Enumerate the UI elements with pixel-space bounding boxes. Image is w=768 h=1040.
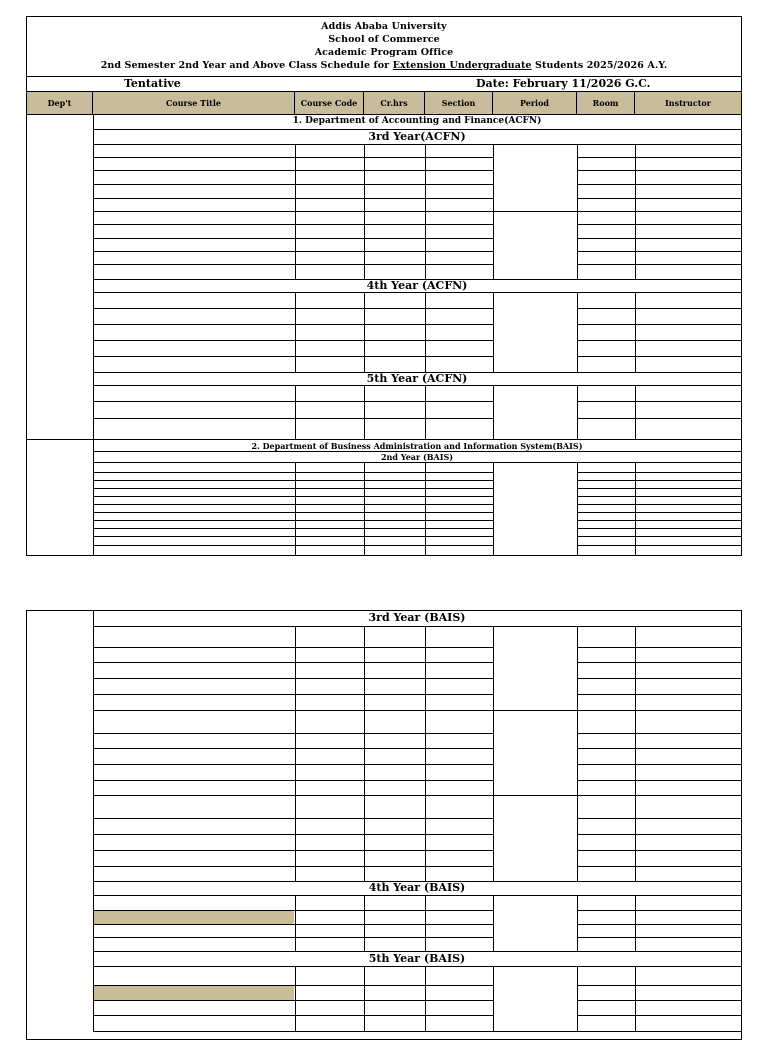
grid-line <box>577 385 741 386</box>
grid-line <box>93 462 493 463</box>
grid-line <box>577 308 741 309</box>
grid-line <box>577 170 741 171</box>
grid-line <box>493 1031 577 1032</box>
grid-line <box>577 211 741 212</box>
grid-line <box>493 385 494 439</box>
grid-line <box>635 385 636 439</box>
grid-line <box>577 545 741 546</box>
grid-line <box>93 555 493 556</box>
grid-line <box>295 710 296 795</box>
grid-line <box>93 480 493 481</box>
grid-line <box>493 710 577 711</box>
grid-line <box>635 895 636 951</box>
grid-line <box>577 710 578 795</box>
grid-line <box>577 292 578 372</box>
grid-line <box>577 480 741 481</box>
grid-line <box>493 372 577 373</box>
grid-line <box>295 895 296 951</box>
grid-line <box>577 966 741 967</box>
grid-line <box>93 1015 493 1016</box>
grid-line <box>93 545 493 546</box>
grid-line <box>577 866 741 867</box>
grid-line <box>93 710 493 711</box>
grid-line <box>295 795 296 881</box>
grid-line <box>577 238 741 239</box>
grid-line <box>93 372 493 373</box>
grid-line <box>577 472 741 473</box>
grid-line <box>425 795 426 881</box>
grid-line <box>295 626 296 710</box>
grid-line <box>577 528 741 529</box>
grid-line <box>295 966 296 1031</box>
acfn-3rd-year-heading: 3rd Year(ACFN) <box>368 130 466 143</box>
grid-line <box>635 626 636 710</box>
grid-line <box>493 626 494 710</box>
grid-line <box>93 184 493 185</box>
grid-line <box>577 662 741 663</box>
university-name: Addis Ababa University <box>321 21 447 32</box>
col-header-period: Period <box>493 92 577 114</box>
grid-line <box>577 224 741 225</box>
grid-line <box>635 462 636 555</box>
grid-line <box>93 536 493 537</box>
grid-line <box>93 496 493 497</box>
col-header-room: Room <box>577 92 635 114</box>
grid-line <box>635 144 636 279</box>
grid-line <box>577 881 741 882</box>
grid-line <box>93 292 493 293</box>
grid-line <box>493 462 577 463</box>
grid-line <box>93 308 493 309</box>
grid-line <box>93 881 493 882</box>
grid-line <box>93 340 493 341</box>
grid-line <box>364 710 365 795</box>
grid-line <box>493 626 577 627</box>
grid-line <box>577 157 741 158</box>
grid-line <box>425 462 426 555</box>
grid-line <box>93 937 493 938</box>
grid-line <box>93 198 493 199</box>
grid-line <box>364 144 365 279</box>
grid-line <box>577 764 741 765</box>
grid-line <box>577 198 741 199</box>
schedule-title <box>27 60 741 71</box>
grid-line <box>93 910 493 911</box>
grid-line <box>577 462 741 463</box>
grid-line <box>93 1000 493 1001</box>
grid-line <box>577 694 741 695</box>
bais-2nd-year-heading: 2nd Year (BAIS) <box>380 452 454 462</box>
grid-line <box>425 895 426 951</box>
grid-line <box>364 385 365 439</box>
grid-line <box>577 733 741 734</box>
grid-line <box>577 795 578 881</box>
grid-line <box>93 504 493 505</box>
grid-line <box>93 528 493 529</box>
grid-line <box>493 795 577 796</box>
grid-line <box>577 264 741 265</box>
grid-line <box>635 292 636 372</box>
acfn-4th-year-heading: 4th Year (ACFN) <box>366 279 468 292</box>
col-header-dept: Dep't <box>27 92 93 114</box>
acfn-5th-year-heading: 5th Year (ACFN) <box>366 372 468 385</box>
grid-line <box>425 385 426 439</box>
grid-line <box>364 966 365 1031</box>
col-header-instructor: Instructor <box>635 92 741 114</box>
grid-line <box>493 144 577 145</box>
grid-line <box>577 385 578 439</box>
highlighted-cell <box>94 985 294 1000</box>
grid-line <box>93 211 493 212</box>
col-header-section: Section <box>425 92 493 114</box>
grid-line <box>577 184 741 185</box>
grid-line <box>93 251 493 252</box>
title-suffix: Students 2025/2026 A.Y. <box>531 60 668 71</box>
grid-line <box>577 504 741 505</box>
bais-3rd-year-heading: 3rd Year (BAIS) <box>368 611 466 624</box>
grid-line <box>577 710 741 711</box>
grid-line <box>577 647 741 648</box>
grid-line <box>93 401 493 402</box>
grid-line <box>635 795 636 881</box>
bais-4th-year-heading: 4th Year (BAIS) <box>368 881 466 894</box>
grid-line <box>93 418 493 419</box>
grid-line <box>295 144 296 279</box>
grid-line <box>93 834 493 835</box>
grid-line <box>577 626 741 627</box>
grid-line <box>577 895 741 896</box>
office-name: Academic Program Office <box>314 47 454 58</box>
grid-line <box>93 924 493 925</box>
grid-line <box>93 512 493 513</box>
grid-line <box>295 292 296 372</box>
grid-line <box>577 626 578 710</box>
grid-line <box>577 834 741 835</box>
highlighted-cell <box>94 910 294 924</box>
grid-line <box>295 462 296 555</box>
grid-line <box>577 910 741 911</box>
grid-line <box>493 211 577 212</box>
grid-line <box>93 662 493 663</box>
grid-line <box>93 748 493 749</box>
grid-line <box>93 818 493 819</box>
grid-line <box>577 1015 741 1016</box>
grid-line <box>364 895 365 951</box>
grid-line <box>577 748 741 749</box>
grid-line <box>93 647 493 648</box>
grid-line <box>493 966 494 1031</box>
grid-line <box>577 951 741 952</box>
grid-line <box>364 462 365 555</box>
grid-line <box>93 224 493 225</box>
grid-line <box>93 951 493 952</box>
grid-line <box>577 292 741 293</box>
grid-line <box>295 385 296 439</box>
grid-line <box>577 372 741 373</box>
grid-line <box>493 385 577 386</box>
grid-line <box>577 144 578 279</box>
grid-line <box>93 279 493 280</box>
grid-line <box>93 520 493 521</box>
grid-line <box>93 170 493 171</box>
bais-5th-year-heading: 5th Year (BAIS) <box>368 952 466 965</box>
title-prefix: 2nd Semester 2nd Year and Above Class Schedule for <box>100 60 393 71</box>
grid-line <box>635 710 636 795</box>
grid-line <box>493 951 577 952</box>
grid-line <box>577 780 741 781</box>
grid-line <box>93 385 493 386</box>
grid-line <box>577 439 741 440</box>
grid-line <box>93 966 493 967</box>
grid-line <box>577 536 741 537</box>
grid-line <box>93 866 493 867</box>
grid-line <box>93 1031 493 1032</box>
school-name: School of Commerce <box>328 34 440 45</box>
grid-line <box>93 238 493 239</box>
grid-line <box>93 850 493 851</box>
grid-line <box>425 144 426 279</box>
col-header-course-title: Course Title <box>93 92 295 114</box>
grid-line <box>493 555 577 556</box>
grid-line <box>93 324 493 325</box>
grid-line <box>493 279 577 280</box>
grid-line <box>93 472 493 473</box>
grid-line <box>577 401 741 402</box>
grid-line <box>364 292 365 372</box>
grid-line <box>635 966 636 1031</box>
grid-line <box>93 795 493 796</box>
grid-line <box>493 795 494 881</box>
grid-line <box>364 795 365 881</box>
grid-line <box>577 251 741 252</box>
title-underlined: Extension Undergraduate <box>392 60 532 71</box>
grid-line <box>93 733 493 734</box>
date-label: Date: February 11/2026 G.C. <box>476 77 651 90</box>
grid-line <box>93 157 493 158</box>
grid-line <box>577 850 741 851</box>
grid-line <box>577 418 741 419</box>
grid-line <box>493 710 494 795</box>
grid-line <box>93 694 493 695</box>
grid-line <box>577 324 741 325</box>
grid-line <box>93 780 493 781</box>
col-header-cr-hrs: Cr.hrs <box>364 92 425 114</box>
grid-line <box>93 439 493 440</box>
col-header-course-code: Course Code <box>295 92 364 114</box>
grid-line <box>577 144 741 145</box>
grid-line <box>577 924 741 925</box>
grid-line <box>493 966 577 967</box>
grid-line <box>425 966 426 1031</box>
grid-line <box>93 264 493 265</box>
grid-line <box>493 895 494 951</box>
dept-acfn-title: 1. Department of Accounting and Finance(ACFN) <box>292 116 542 126</box>
grid-line <box>577 462 578 555</box>
grid-line <box>577 937 741 938</box>
grid-line <box>93 678 493 679</box>
grid-line <box>493 292 494 372</box>
grid-line <box>577 356 741 357</box>
grid-line <box>577 795 741 796</box>
dept-bais-title: 2. Department of Business Administration and Information System(BAIS) <box>251 441 583 451</box>
grid-line <box>93 764 493 765</box>
grid-line <box>577 555 741 556</box>
grid-line <box>93 144 493 145</box>
grid-line <box>577 340 741 341</box>
grid-line <box>425 626 426 710</box>
grid-line <box>93 451 741 452</box>
grid-line <box>577 678 741 679</box>
grid-line <box>577 818 741 819</box>
grid-line <box>577 966 578 1031</box>
grid-line <box>577 279 741 280</box>
grid-line <box>577 985 741 986</box>
grid-line <box>93 626 493 627</box>
grid-line <box>493 292 577 293</box>
grid-line <box>93 985 493 986</box>
status-label: Tentative <box>124 77 181 90</box>
grid-line <box>425 710 426 795</box>
grid-line <box>425 292 426 372</box>
grid-line <box>93 356 493 357</box>
grid-line <box>93 488 493 489</box>
grid-line <box>577 895 578 951</box>
grid-line <box>493 462 494 555</box>
grid-line <box>493 144 494 279</box>
grid-line <box>577 520 741 521</box>
grid-line <box>364 626 365 710</box>
grid-line <box>493 439 577 440</box>
grid-line <box>577 488 741 489</box>
grid-line <box>577 496 741 497</box>
grid-line <box>493 895 577 896</box>
grid-line <box>577 1000 741 1001</box>
grid-line <box>577 512 741 513</box>
grid-line <box>493 881 577 882</box>
grid-line <box>93 895 493 896</box>
grid-line <box>577 1031 741 1032</box>
